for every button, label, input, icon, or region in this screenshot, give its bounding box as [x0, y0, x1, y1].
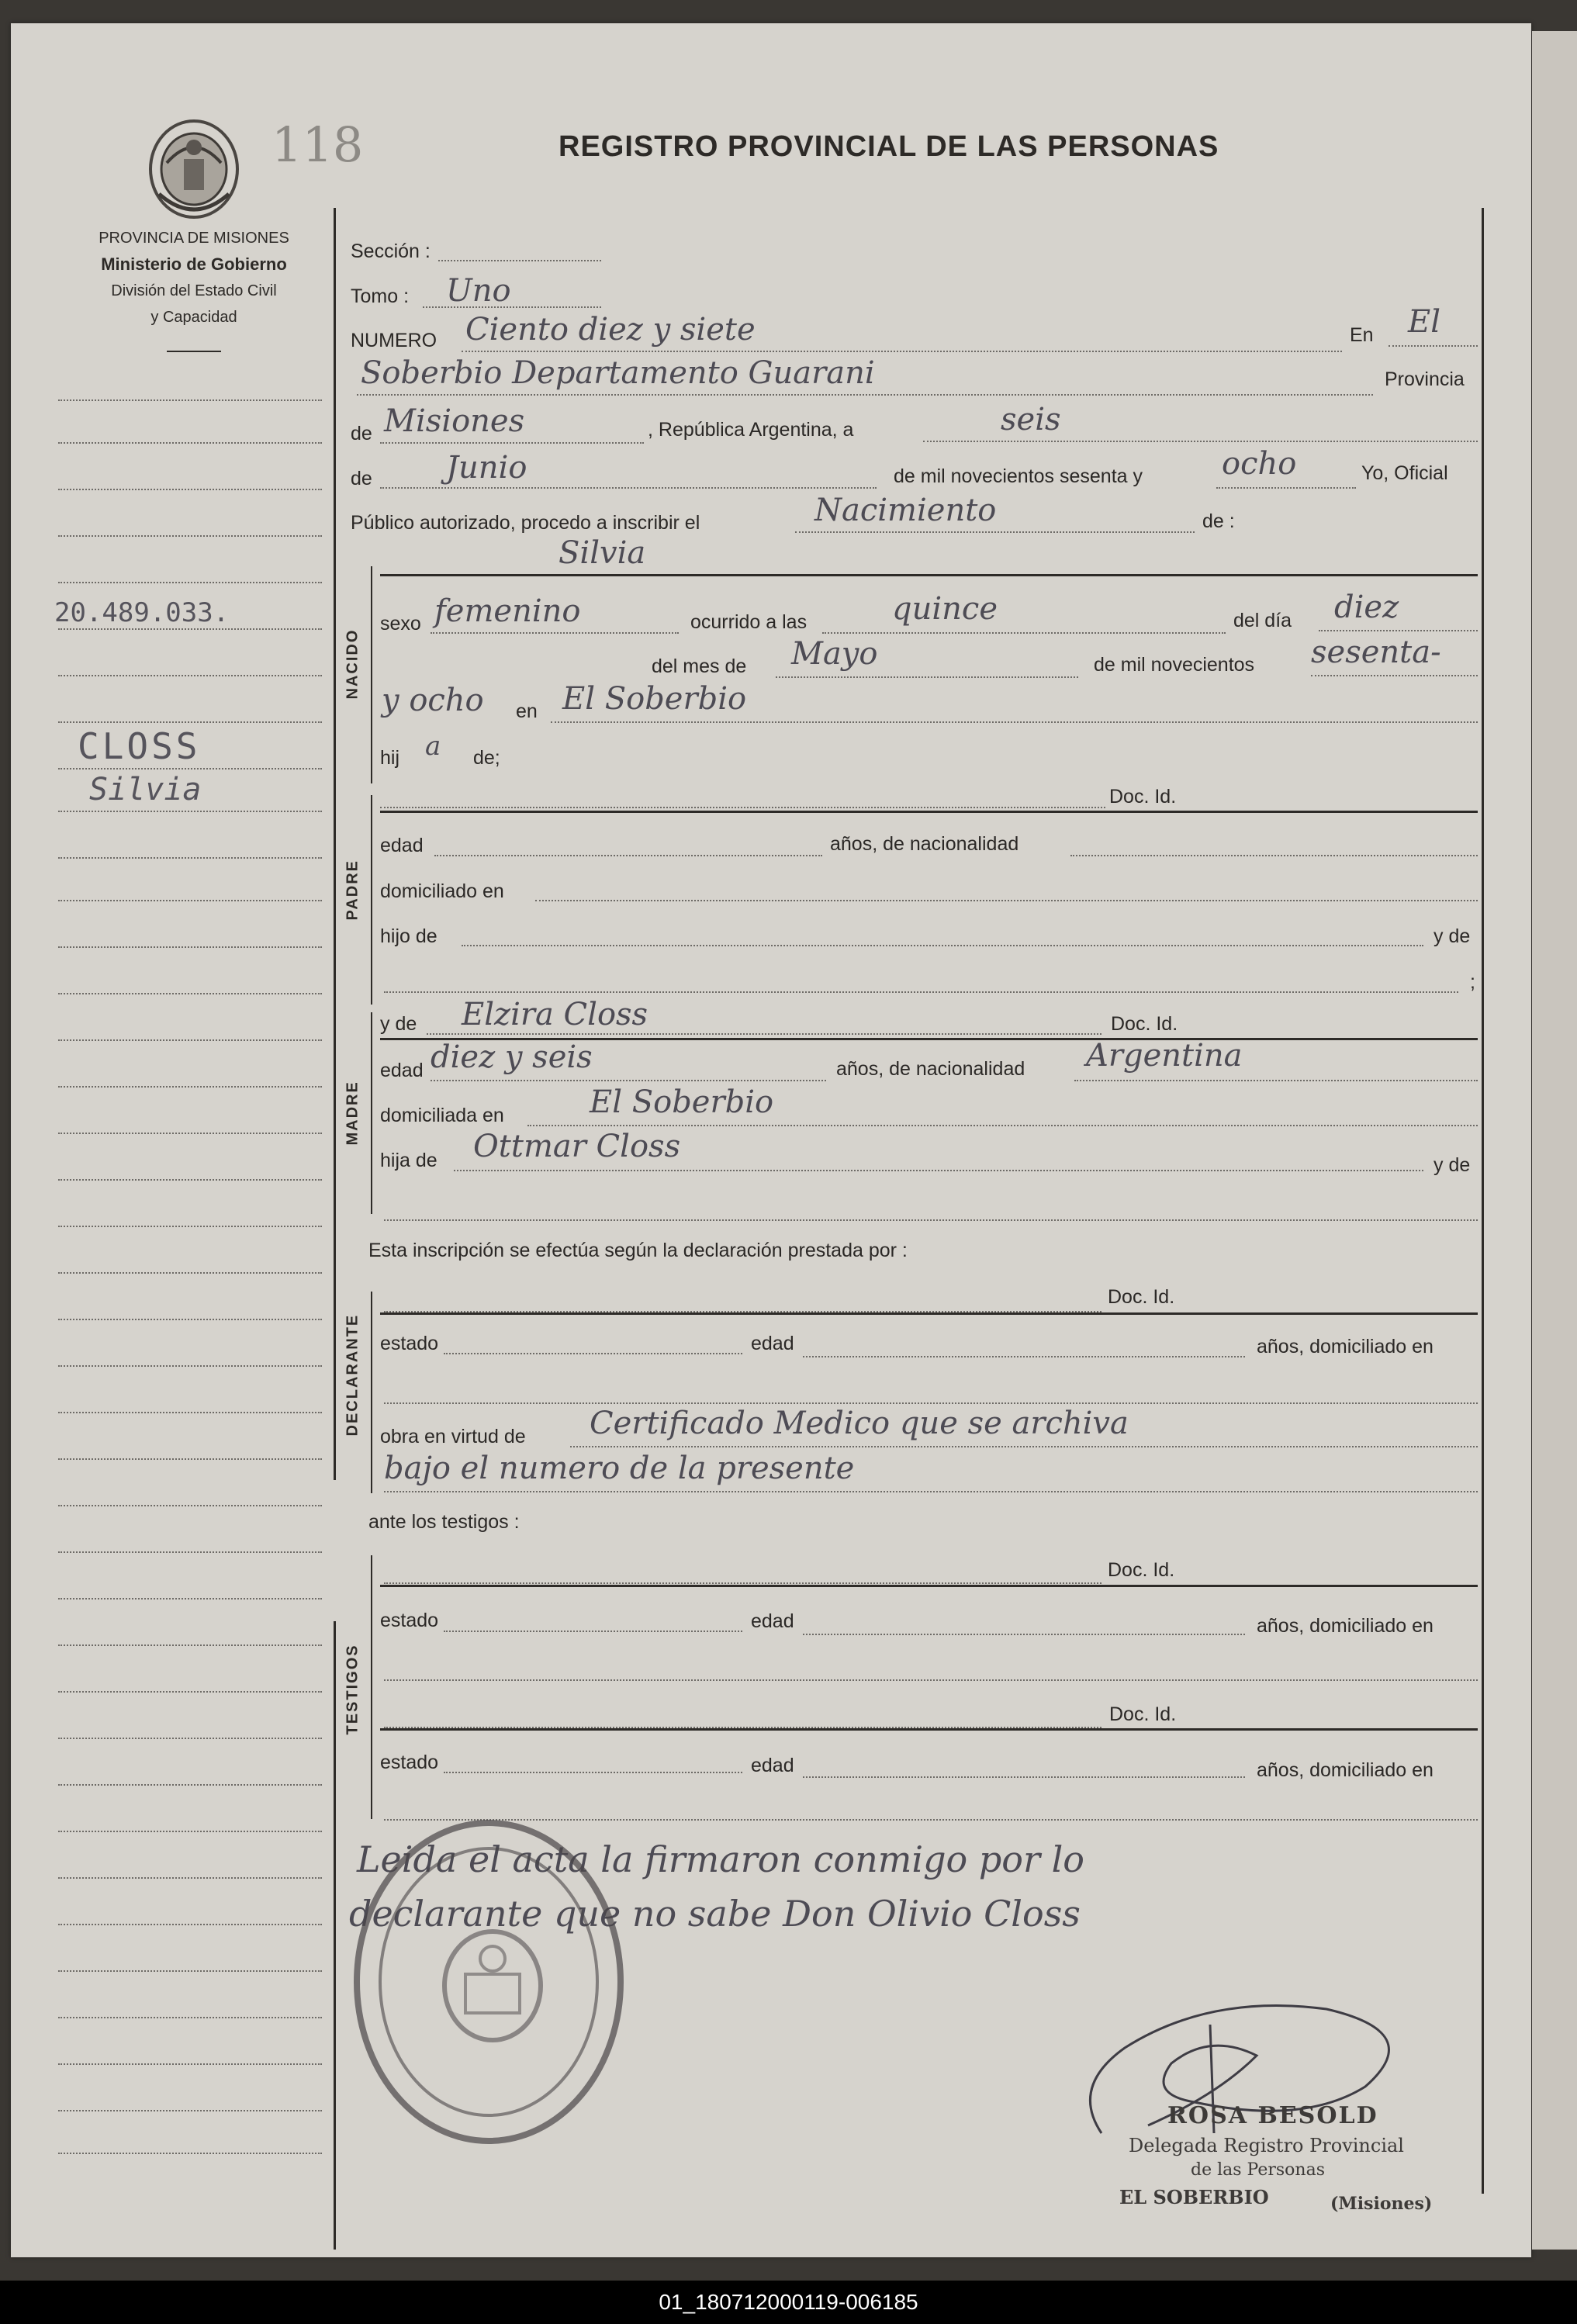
label-anos-domiciliado-testigo-1: años, domiciliado en [1257, 1615, 1433, 1637]
label-hijo-de: hijo de [380, 925, 437, 947]
label-hija-de: hija de [380, 1150, 437, 1171]
margin-line [58, 1738, 322, 1739]
label-anos-domiciliado-testigo-2: años, domiciliado en [1257, 1759, 1433, 1781]
label-provincia: Provincia [1385, 368, 1465, 390]
section-nacido: NACIDO [344, 628, 361, 700]
value-ano-nac-1: sesenta- [1311, 635, 1441, 670]
value-hij-suffix: a [425, 731, 441, 762]
label-de-semicolon: de; [473, 747, 500, 769]
value-obra-1: Certificado Medico que se archiva [590, 1406, 1129, 1441]
field-line [431, 632, 679, 634]
field-line [1070, 855, 1478, 856]
value-dia-nac: diez [1334, 590, 1399, 625]
margin-line [58, 1691, 322, 1693]
provincial-coat-of-arms-icon [144, 116, 244, 221]
field-line [384, 1402, 1478, 1404]
frame-right-line [1482, 208, 1484, 2194]
margin-line [58, 1365, 322, 1367]
field-line [384, 1582, 1101, 1584]
label-del-dia: del día [1233, 610, 1292, 631]
label-esta-inscripcion: Esta inscripción se efectúa según la declaración prestada por : [368, 1240, 908, 1261]
margin-line [58, 1505, 322, 1506]
value-mes-nac: Mayo [791, 636, 878, 672]
margin-line [58, 1133, 322, 1134]
declarante-bracket [371, 1292, 372, 1493]
margin-line [58, 946, 322, 948]
label-de-mil-2: de mil novecientos [1094, 654, 1255, 676]
label-edad-madre: edad [380, 1060, 424, 1081]
value-sexo: femenino [434, 593, 581, 629]
field-line [551, 721, 1478, 723]
margin-line [58, 2153, 322, 2154]
field-line [384, 1219, 1478, 1221]
label-en-lower: en [516, 700, 538, 722]
header-underline [167, 351, 221, 352]
field-line [1389, 345, 1478, 347]
declarante-top-line [380, 1312, 1478, 1315]
field-line [462, 351, 1342, 352]
field-line [462, 945, 1423, 946]
label-hij: hij [380, 747, 400, 769]
value-hora: quince [892, 591, 998, 627]
field-line [1311, 675, 1478, 676]
value-madre-domicilio: El Soberbio [590, 1084, 774, 1120]
field-line [438, 260, 601, 261]
section-padre: PADRE [344, 859, 361, 921]
label-de-provincia: de [351, 423, 372, 444]
registrar-name: ROSA BESOLD [1167, 2102, 1378, 2129]
madre-bracket [371, 1012, 372, 1214]
margin-line [58, 1319, 322, 1320]
label-estado-testigo-1: estado [380, 1610, 439, 1631]
label-estado-declarante: estado [380, 1333, 439, 1354]
value-tomo: Uno [446, 273, 511, 309]
margin-line [58, 2017, 322, 2018]
label-de-colon: de : [1202, 510, 1235, 532]
field-line [384, 1679, 1478, 1681]
value-provincia: Misiones [384, 403, 525, 439]
label-y-de-abuela: y de [1433, 1154, 1471, 1176]
label-de-mes: de [351, 468, 372, 489]
margin-line [58, 721, 322, 723]
field-line [444, 1631, 742, 1632]
frame-left-line-lower [334, 1621, 336, 2250]
margin-line [58, 489, 322, 490]
testigo-1-top-line [380, 1585, 1478, 1587]
padre-bracket [371, 795, 372, 1005]
value-madre-nacionalidad: Argentina [1086, 1038, 1243, 1074]
margin-line [58, 1272, 322, 1274]
label-doc-id-testigo-2: Doc. Id. [1109, 1703, 1177, 1725]
margin-line [58, 993, 322, 994]
label-obra-en-virtud: obra en virtud de [380, 1426, 526, 1447]
field-line [380, 487, 877, 489]
margin-line [58, 1831, 322, 1832]
section-madre: MADRE [344, 1081, 361, 1146]
label-del-mes: del mes de [652, 655, 747, 677]
name-underline [380, 574, 1478, 576]
label-anos-domiciliado-declarante: años, domiciliado en [1257, 1336, 1433, 1357]
value-lugar-nac: El Soberbio [562, 681, 747, 717]
field-line [1074, 1080, 1478, 1081]
margin-line [58, 628, 322, 630]
registrar-role-1: Delegada Registro Provincial [1129, 2135, 1404, 2156]
testigo-2-top-line [380, 1728, 1478, 1731]
padre-top-line [380, 811, 1478, 813]
label-anos-nac-padre: años, de nacionalidad [830, 833, 1019, 855]
label-edad-declarante: edad [751, 1333, 794, 1354]
field-line [384, 1491, 1478, 1492]
field-line [776, 676, 1078, 678]
folio-number: 118 [271, 116, 364, 173]
header-ministry: Ministerio de Gobierno [101, 254, 287, 274]
margin-line [58, 2110, 322, 2111]
margin-line [58, 1877, 322, 1879]
image-caption: 01_180712000119-006185 [659, 2290, 918, 2314]
value-madre-padre: Ottmar Closs [473, 1129, 681, 1164]
label-estado-testigo-2: estado [380, 1752, 439, 1773]
value-numero: Ciento diez y siete [465, 312, 756, 348]
label-doc-id-madre: Doc. Id. [1111, 1013, 1178, 1035]
field-line [357, 394, 1373, 396]
field-line [923, 441, 1478, 442]
field-line [384, 991, 1458, 993]
value-madre-nombre: Elzira Closs [462, 997, 648, 1032]
margin-line [58, 2063, 322, 2065]
testigos-bracket [371, 1555, 372, 1819]
margin-line [58, 399, 322, 401]
value-en: El [1408, 304, 1440, 340]
margin-line [58, 442, 322, 444]
value-ano-nac-2: y ocho [382, 683, 484, 718]
margin-line [58, 1179, 322, 1181]
closing-line-1: Leida el acta la firmaron conmigo por lo [357, 1838, 1084, 1880]
label-ante-testigos: ante los testigos : [368, 1511, 520, 1533]
document-title: REGISTRO PROVINCIAL DE LAS PERSONAS [559, 130, 1219, 163]
nacido-bracket [371, 566, 372, 783]
label-seccion: Sección : [351, 240, 431, 262]
margin-line [58, 900, 322, 901]
value-mes: Junio [446, 450, 527, 486]
margin-line [58, 811, 322, 812]
registrar-role-2: de las Personas [1191, 2160, 1325, 2180]
field-line [570, 1446, 1478, 1447]
label-domiciliado-padre: domiciliado en [380, 880, 504, 902]
next-page-edge [1532, 31, 1577, 2250]
field-line [427, 1033, 1101, 1035]
label-doc-id-padre: Doc. Id. [1109, 786, 1177, 808]
margin-line [58, 1970, 322, 1972]
label-en: En [1350, 324, 1374, 346]
margin-line [58, 1784, 322, 1786]
margin-line [58, 1598, 322, 1599]
field-line [822, 632, 1226, 634]
field-line [380, 807, 1105, 808]
label-edad-testigo-2: edad [751, 1755, 794, 1776]
margin-line [58, 857, 322, 859]
field-line [444, 1772, 742, 1773]
closing-line-2: declarante que no sabe Don Olivio Closs [349, 1893, 1081, 1935]
margin-line [58, 1412, 322, 1413]
value-acto: Nacimiento [814, 493, 997, 528]
field-line [1319, 630, 1478, 631]
margin-line [58, 1551, 322, 1553]
field-line [803, 1356, 1245, 1357]
field-line [1216, 487, 1356, 489]
issuer-header [47, 225, 341, 330]
label-publico: Público autorizado, procedo a inscribir el [351, 512, 700, 534]
label-domiciliada: domiciliada en [380, 1105, 504, 1126]
margin-line [58, 1924, 322, 1925]
official-seal-stamp-icon [341, 1800, 636, 2156]
section-declarante: DECLARANTE [344, 1313, 361, 1437]
field-line [803, 1634, 1245, 1635]
margin-line [58, 1086, 322, 1088]
header-division: División del Estado Civil [111, 282, 277, 299]
value-madre-edad: diez y seis [431, 1039, 593, 1075]
field-line [444, 1353, 742, 1354]
margin-line [58, 1644, 322, 1646]
label-tomo: Tomo : [351, 285, 410, 307]
label-yo-oficial: Yo, Oficial [1361, 462, 1448, 484]
registrar-province: (Misiones) [1330, 2194, 1433, 2214]
label-y-de-padre: y de [1433, 925, 1471, 947]
field-line [380, 442, 644, 444]
value-lugar: Soberbio Departamento Guarani [361, 355, 875, 391]
field-line [535, 900, 1478, 901]
value-ano: ocho [1222, 446, 1297, 482]
field-line [527, 1125, 1478, 1126]
label-anos-nac-madre: años, de nacionalidad [836, 1058, 1025, 1080]
margin-given-name: Silvia [89, 772, 202, 808]
label-republica: , República Argentina, a [648, 419, 854, 441]
field-line [454, 1170, 1423, 1171]
margin-document-number: 20.489.033. [54, 597, 230, 628]
value-dia: seis [1001, 402, 1061, 437]
label-numero: NUMERO [351, 330, 437, 351]
field-line [434, 855, 822, 856]
field-line [803, 1776, 1245, 1778]
value-nombre: Silvia [559, 535, 646, 571]
registrar-place: EL SOBERBIO [1119, 2186, 1269, 2208]
margin-line [58, 1039, 322, 1041]
frame-left-line [334, 208, 336, 1480]
value-obra-2: bajo el numero de la presente [384, 1451, 855, 1486]
margin-surname: CLOSS [78, 725, 201, 767]
field-line [795, 531, 1195, 533]
label-de-mil: de mil novecientos sesenta y [894, 465, 1143, 487]
margin-line [58, 1226, 322, 1227]
padre-semicolon: ; [1470, 971, 1475, 993]
margin-line [58, 768, 322, 769]
label-y-de-madre: y de [380, 1013, 417, 1035]
label-doc-id-declarante: Doc. Id. [1108, 1286, 1175, 1308]
label-sexo: sexo [380, 613, 421, 635]
header-capacity: y Capacidad [150, 309, 237, 326]
label-edad-padre: edad [380, 835, 424, 856]
margin-line [58, 675, 322, 676]
margin-line [58, 1458, 322, 1460]
section-testigos: TESTIGOS [344, 1644, 361, 1735]
margin-line [58, 582, 322, 583]
margin-line [58, 535, 322, 537]
label-doc-id-testigo-1: Doc. Id. [1108, 1559, 1175, 1581]
label-ocurrido: ocurrido a las [690, 611, 808, 633]
label-edad-testigo-1: edad [751, 1610, 794, 1632]
header-province: PROVINCIA DE MISIONES [99, 230, 289, 247]
field-line [431, 1080, 826, 1081]
registrar-signature-icon [1055, 1978, 1443, 2156]
